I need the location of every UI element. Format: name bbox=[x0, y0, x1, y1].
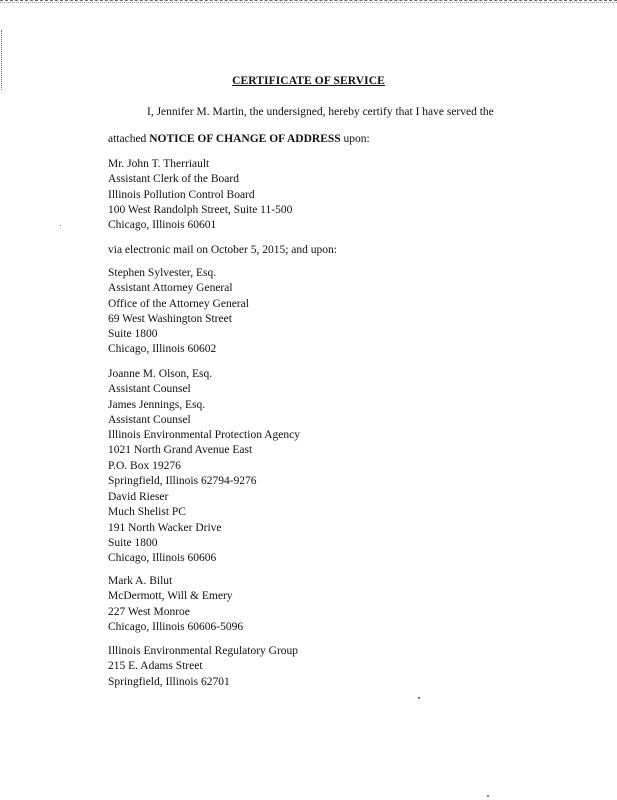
scan-speck bbox=[418, 697, 420, 699]
address-line: Chicago, Illinois 60601 bbox=[108, 219, 217, 232]
recipient-address-block bbox=[108, 490, 222, 566]
intro-line-2 bbox=[108, 133, 370, 146]
intro-prefix: attached bbox=[108, 133, 147, 145]
intro-line-1: I, Jennifer M. Martin, the undersigned, hereby certify that I have served the bbox=[147, 106, 494, 118]
address-line: Much Shelist PC bbox=[108, 506, 186, 519]
recipient-address-block bbox=[108, 157, 292, 233]
recipient-address-block bbox=[108, 266, 249, 358]
scan-speck bbox=[487, 795, 489, 797]
address-line: Stephen Sylvester, Esq. bbox=[108, 267, 217, 279]
address-line: Chicago, Illinois 60606 bbox=[108, 552, 217, 565]
address-line: Illinois Pollution Control Board bbox=[108, 188, 255, 201]
address-line: 100 West Randolph Street, Suite 11-500 bbox=[108, 203, 293, 216]
scan-edge-top bbox=[0, 0, 617, 3]
address-line: Illinois Environmental Protection Agency bbox=[108, 429, 300, 442]
address-line: 191 North Wacker Drive bbox=[108, 521, 222, 534]
address-line: Office of the Attorney General bbox=[108, 297, 249, 310]
address-line: Springfield, Illinois 62701 bbox=[108, 675, 230, 688]
address-line: Assistant Clerk of the Board bbox=[108, 173, 239, 186]
service-method-line: via electronic mail on October 5, 2015; and upon: bbox=[108, 244, 337, 256]
address-line: Chicago, Illinois 60606-5096 bbox=[108, 620, 244, 633]
recipient-address-block bbox=[108, 574, 243, 635]
document-reference: NOTICE OF CHANGE OF ADDRESS bbox=[149, 133, 341, 145]
scan-speck bbox=[60, 225, 61, 226]
address-line: Assistant Counsel bbox=[108, 383, 191, 396]
address-line: Assistant Counsel bbox=[108, 413, 191, 426]
recipient-address-block bbox=[108, 367, 300, 489]
address-line: David Rieser bbox=[108, 491, 169, 503]
address-line: Springfield, Illinois 62794-9276 bbox=[108, 475, 257, 488]
address-line: 69 West Washington Street bbox=[108, 312, 232, 325]
document-title-text: CERTIFICATE OF SERVICE bbox=[232, 75, 385, 87]
address-line: Chicago, Illinois 60602 bbox=[108, 343, 217, 356]
address-line: 227 West Monroe bbox=[108, 605, 190, 618]
address-line: 215 E. Adams Street bbox=[108, 660, 203, 673]
recipient-address-block bbox=[108, 644, 298, 690]
address-line: Illinois Environmental Regulatory Group bbox=[108, 645, 299, 657]
address-line: 1021 North Grand Avenue East bbox=[108, 444, 253, 457]
address-line: Mr. John T. Therriault bbox=[108, 158, 210, 170]
address-line: Suite 1800 bbox=[108, 536, 158, 549]
address-line: Joanne M. Olson, Esq. bbox=[108, 368, 213, 380]
address-line: McDermott, Will & Emery bbox=[108, 590, 233, 603]
address-line: Suite 1800 bbox=[108, 328, 158, 341]
document-title bbox=[0, 75, 617, 87]
address-line: Assistant Attorney General bbox=[108, 282, 233, 295]
intro-suffix: upon: bbox=[343, 133, 370, 145]
address-line: Mark A. Bilut bbox=[108, 575, 173, 587]
address-line: James Jennings, Esq. bbox=[108, 398, 206, 411]
address-line: P.O. Box 19276 bbox=[108, 459, 181, 472]
